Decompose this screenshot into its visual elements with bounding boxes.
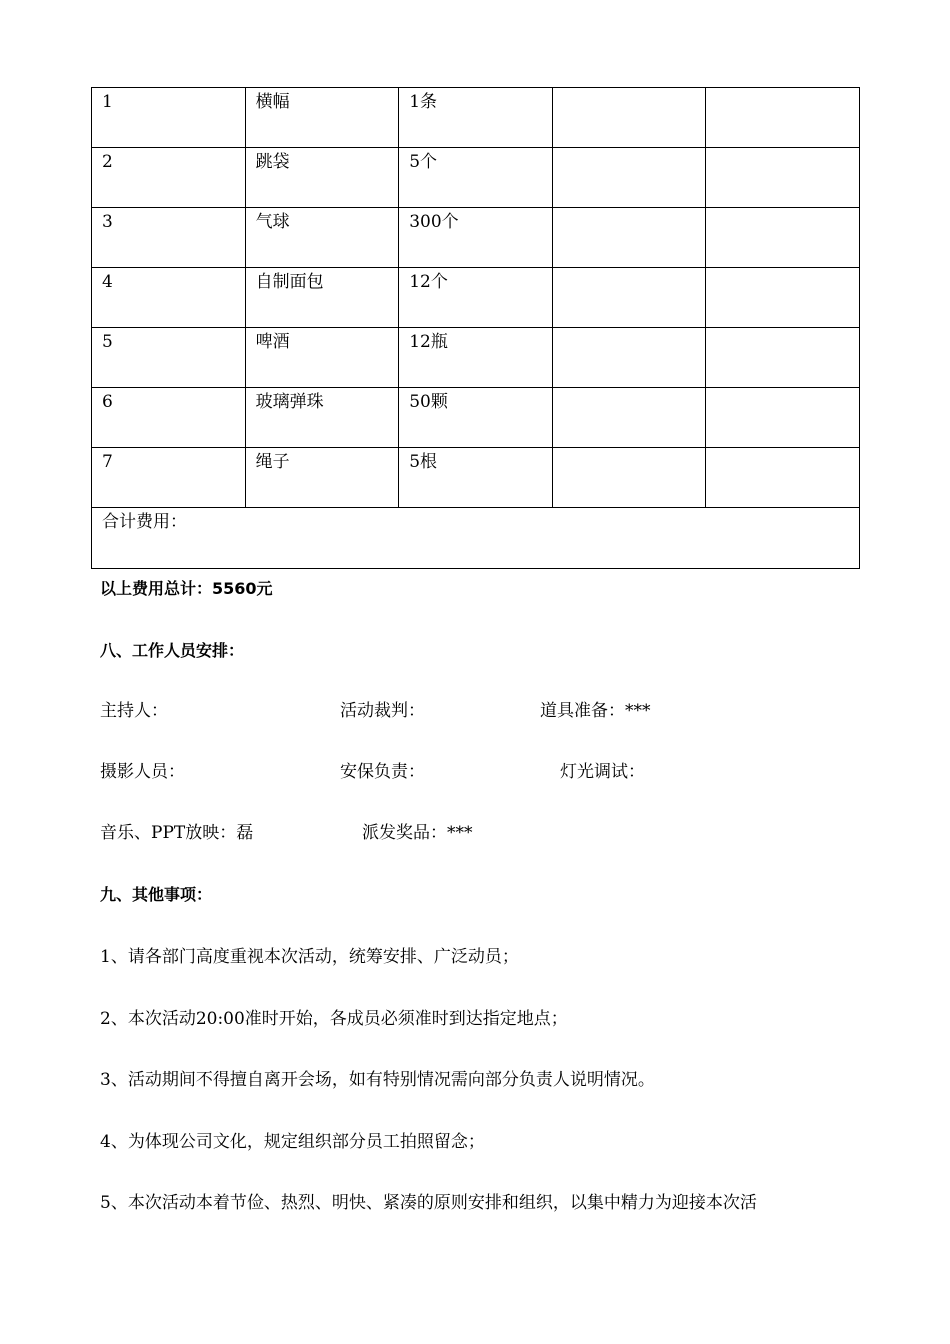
table-cell <box>706 268 860 328</box>
table-cell <box>552 328 706 388</box>
note-item: 4、为体现公司文化，规定组织部分员工拍照留念； <box>100 1132 485 1152</box>
section8-heading: 八、工作人员安排： <box>100 641 245 660</box>
note-item: 2、本次活动20:00准时开始，各成员必须准时到达指定地点； <box>100 1009 568 1029</box>
cost-summary: 以上费用总计：5560元 <box>100 579 273 598</box>
table-cell <box>706 88 860 148</box>
table-cell <box>552 268 706 328</box>
supplies-table <box>91 87 860 569</box>
table-cell: 12瓶 <box>399 328 553 388</box>
photographer-label: 摄影人员： <box>100 762 185 782</box>
table-cell <box>706 328 860 388</box>
props-label: 道具准备：*** <box>540 701 651 721</box>
table-cell: 1条 <box>399 88 553 148</box>
table-cell: 1 <box>92 88 246 148</box>
table-row <box>92 388 860 448</box>
table-cell: 4 <box>92 268 246 328</box>
table-cell <box>706 448 860 508</box>
table-cell: 5个 <box>399 148 553 208</box>
table-cell: 玻璃弹珠 <box>245 388 399 448</box>
section9-heading: 九、其他事项： <box>100 885 213 904</box>
host-label: 主持人： <box>100 701 168 721</box>
table-cell: 5 <box>92 328 246 388</box>
table-cell <box>552 448 706 508</box>
lighting-label: 灯光调试： <box>560 762 645 782</box>
table-cell: 气球 <box>245 208 399 268</box>
table-cell: 6 <box>92 388 246 448</box>
table-cell: 7 <box>92 448 246 508</box>
table-cell: 横幅 <box>245 88 399 148</box>
table-row <box>92 268 860 328</box>
table-cell <box>706 208 860 268</box>
table-cell: 啤酒 <box>245 328 399 388</box>
table-row <box>92 448 860 508</box>
table-cell: 绳子 <box>245 448 399 508</box>
total-label: 合计费用： <box>92 508 860 569</box>
security-label: 安保负责： <box>340 762 425 782</box>
table-cell: 300个 <box>399 208 553 268</box>
table-cell <box>552 88 706 148</box>
table-cell <box>552 388 706 448</box>
table-cell: 自制面包 <box>245 268 399 328</box>
table-cell: 跳袋 <box>245 148 399 208</box>
table-row <box>92 208 860 268</box>
note-item: 1、请各部门高度重视本次活动，统筹安排、广泛动员； <box>100 947 519 967</box>
table-cell <box>552 208 706 268</box>
table-cell <box>706 148 860 208</box>
table-row <box>92 328 860 388</box>
table-row <box>92 88 860 148</box>
total-row <box>92 508 860 569</box>
table-row <box>92 148 860 208</box>
note-item: 3、活动期间不得擅自离开会场，如有特别情况需向部分负责人说明情况。 <box>100 1070 655 1090</box>
prizes-label: 派发奖品：*** <box>362 823 473 843</box>
table-cell: 5根 <box>399 448 553 508</box>
table-cell: 2 <box>92 148 246 208</box>
note-item: 5、本次活动本着节俭、热烈、明快、紧凑的原则安排和组织，以集中精力为迎接本次活 <box>100 1193 757 1213</box>
music-ppt-label: 音乐、PPT放映：磊 <box>100 823 254 843</box>
table-cell: 12个 <box>399 268 553 328</box>
table-cell <box>706 388 860 448</box>
supplies-table-body <box>92 88 860 508</box>
table-cell <box>552 148 706 208</box>
referee-label: 活动裁判： <box>340 701 425 721</box>
table-cell: 3 <box>92 208 246 268</box>
table-cell: 50颗 <box>399 388 553 448</box>
